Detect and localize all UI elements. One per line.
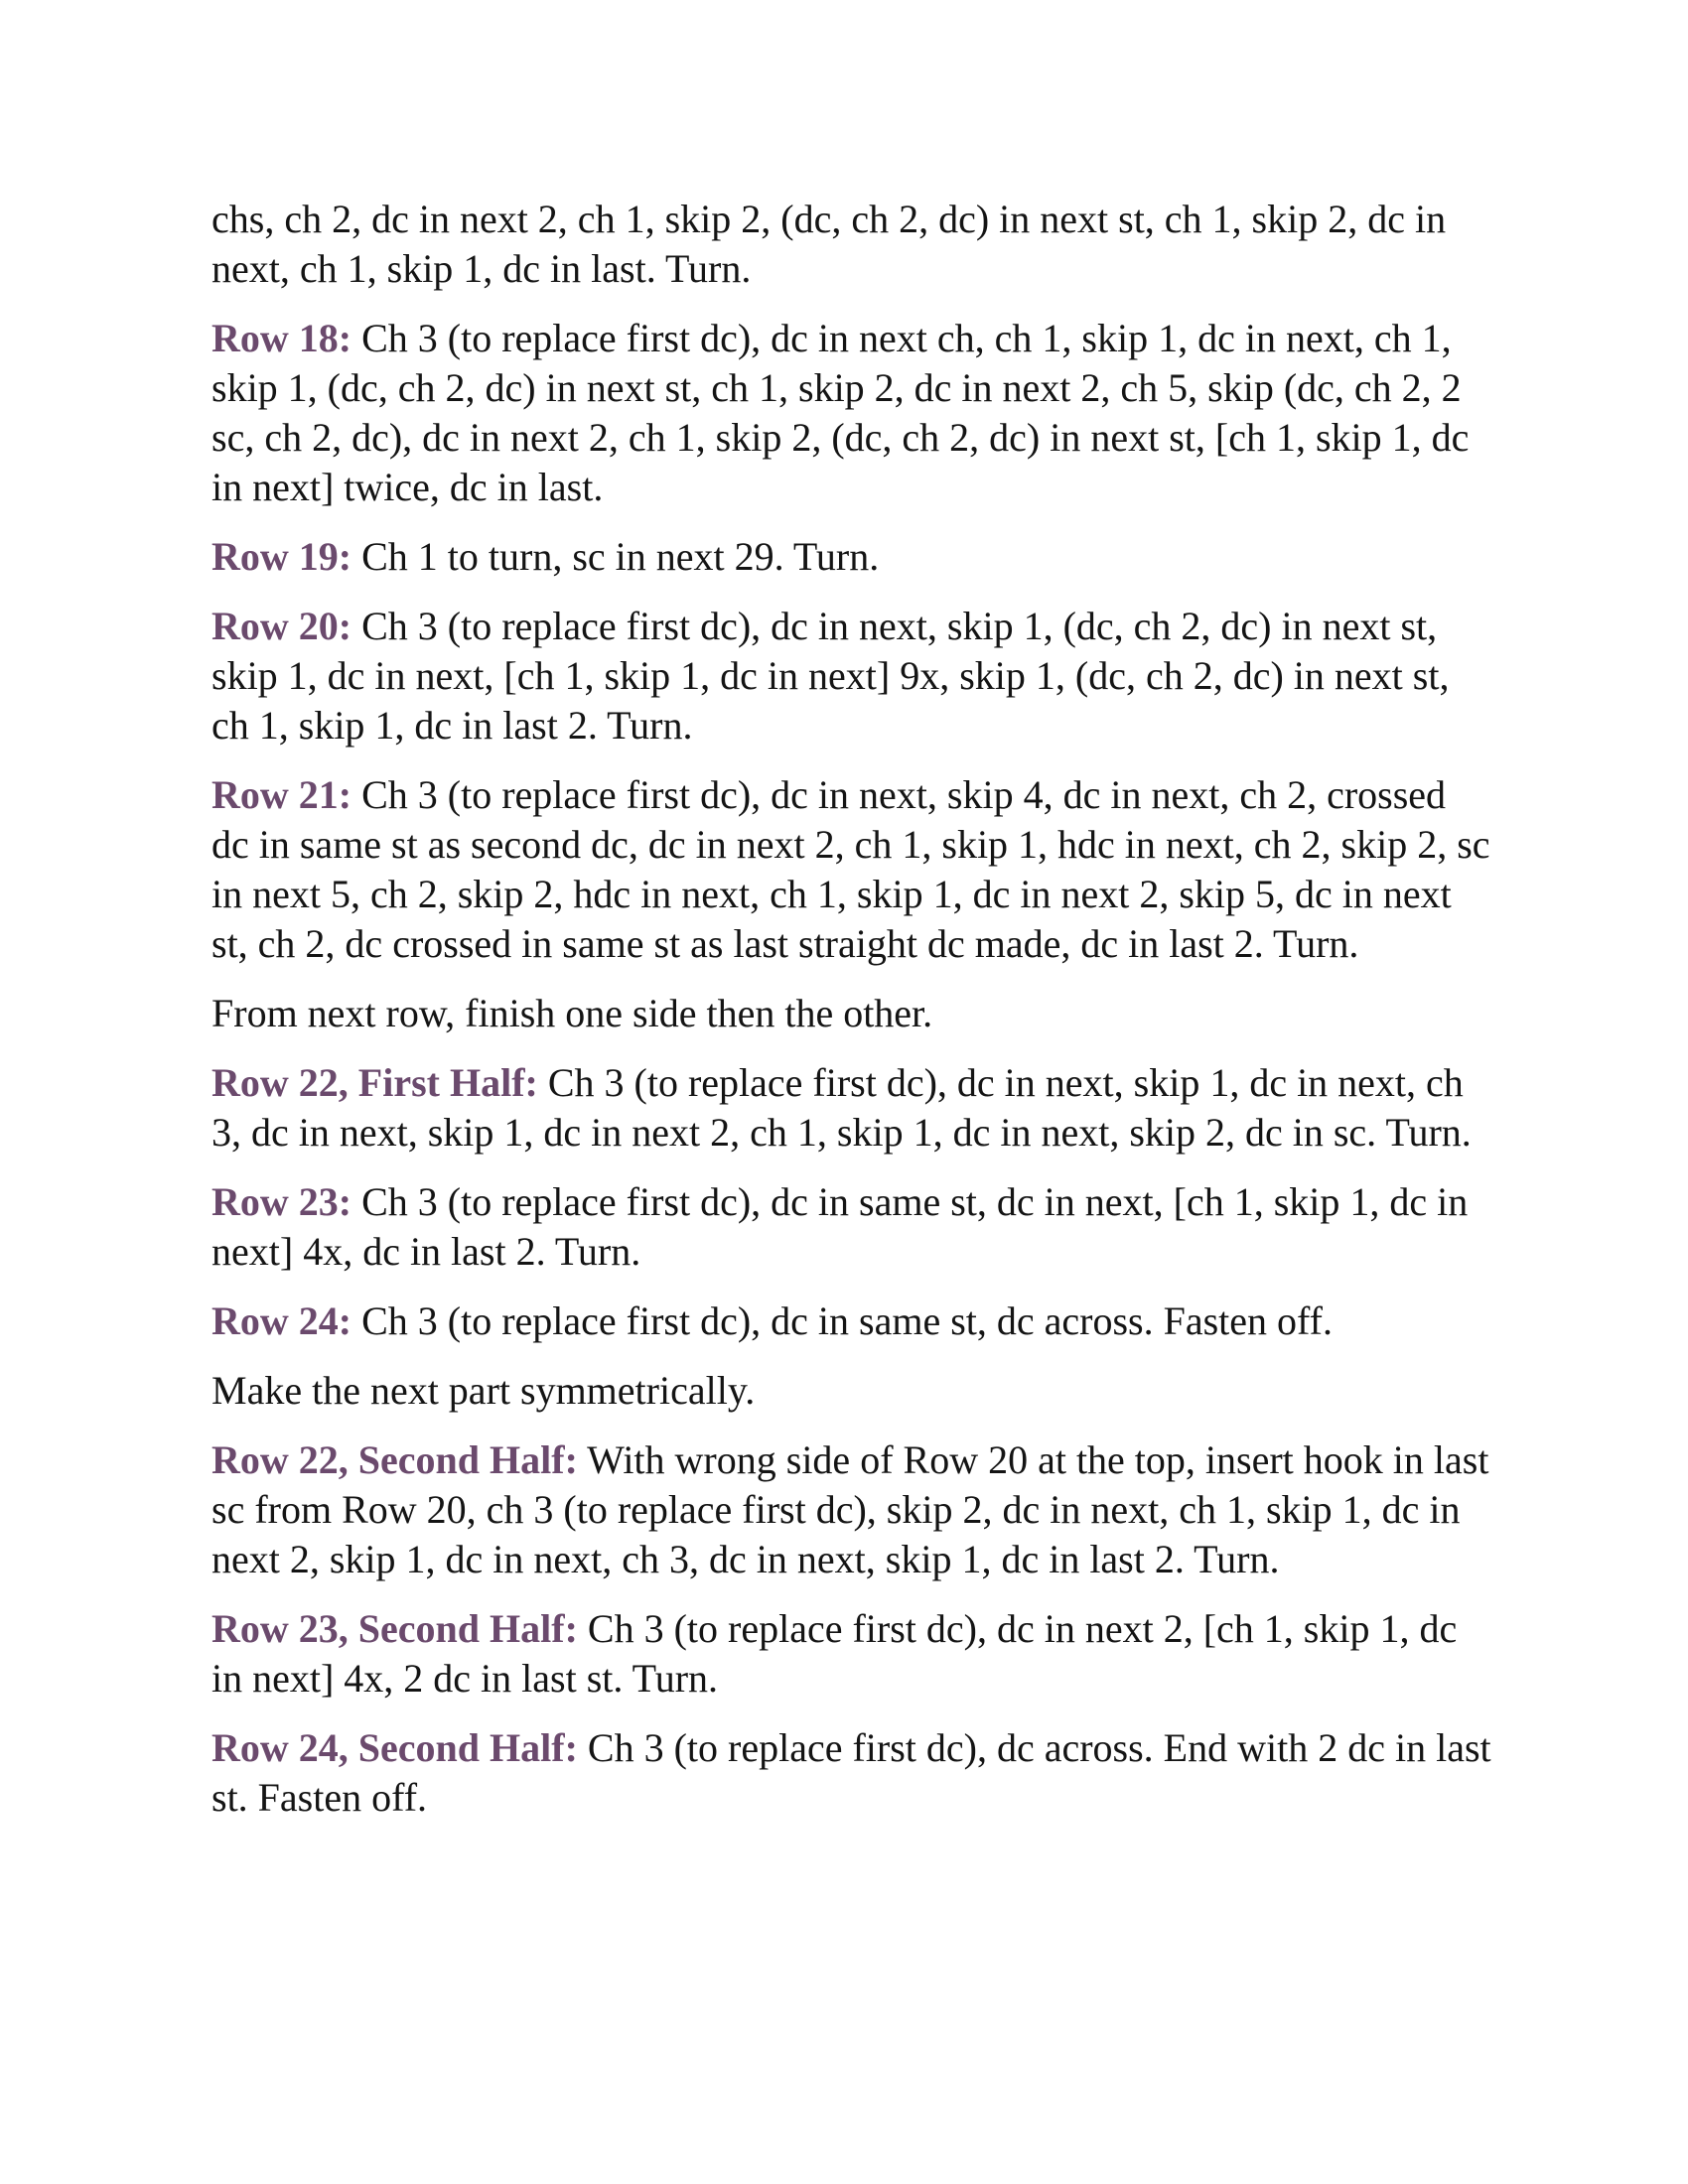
- paragraph-row-22-first-half: [211, 1058, 1492, 1158]
- row-label: Row 20:: [211, 604, 352, 648]
- row-label: Row 22, Second Half:: [211, 1437, 578, 1482]
- paragraph-text: Ch 1 to turn, sc in next 29. Turn.: [352, 534, 880, 579]
- paragraph-text: Ch 3 (to replace first dc), dc in same st, dc across. Fasten off.: [352, 1298, 1333, 1343]
- paragraph-text: Ch 3 (to replace first dc), dc in next ch, ch 1, skip 1, dc in next, ch 1, skip 1, (dc, ch 2, dc) in next st, ch 1, skip 2, dc in next 2, ch 5, skip (dc, ch 2, 2 sc, ch 2, dc), dc in next 2, ch 1, skip 2, (dc, ch 2, dc) in next st, [ch 1, skip 1, dc in next] twice, dc in last.: [211, 316, 1470, 509]
- paragraph-text: From next row, finish one side then the other.: [211, 991, 933, 1035]
- paragraph-row-24-second-half: [211, 1723, 1492, 1823]
- paragraph-text: Ch 3 (to replace first dc), dc in next 2, [ch 1, skip 1, dc in next] 4x, 2 dc in last st. Turn.: [211, 1606, 1458, 1701]
- paragraph-text: chs, ch 2, dc in next 2, ch 1, skip 2, (dc, ch 2, dc) in next st, ch 1, skip 2, dc in next, ch 1, skip 1, dc in last. Turn.: [211, 197, 1447, 291]
- paragraph-text: Ch 3 (to replace first dc), dc in same st, dc in next, [ch 1, skip 1, dc in next] 4x, dc in last 2. Turn.: [211, 1179, 1469, 1274]
- paragraph-row-19: [211, 532, 1492, 582]
- paragraph-instruction-finish-sides: [211, 989, 1492, 1038]
- paragraph-row-18: [211, 314, 1492, 512]
- paragraph-row17-continued: [211, 195, 1492, 294]
- pattern-page: [211, 195, 1492, 1843]
- row-label: Row 18:: [211, 316, 352, 360]
- row-label: Row 23:: [211, 1179, 352, 1224]
- paragraph-text: Ch 3 (to replace first dc), dc in next, skip 1, (dc, ch 2, dc) in next st, skip 1, dc in next, [ch 1, skip 1, dc in next] 9x, skip 1, (dc, ch 2, dc) in next st, ch 1, skip 1, dc in last 2. Turn.: [211, 604, 1450, 748]
- paragraph-text: With wrong side of Row 20 at the top, insert hook in last sc from Row 20, ch 3 (to replace first dc), skip 2, dc in next, ch 1, skip 1, dc in next 2, skip 1, dc in next, ch 3, dc in next, skip 1, dc in last 2. Turn.: [211, 1437, 1489, 1581]
- paragraph-row-20: [211, 602, 1492, 751]
- row-label: Row 19:: [211, 534, 352, 579]
- paragraph-row-23: [211, 1177, 1492, 1277]
- paragraph-text: Ch 3 (to replace first dc), dc across. End with 2 dc in last st. Fasten off.: [211, 1725, 1491, 1820]
- row-label: Row 22, First Half:: [211, 1060, 538, 1105]
- row-label: Row 23, Second Half:: [211, 1606, 578, 1651]
- paragraph-text: Make the next part symmetrically.: [211, 1368, 756, 1413]
- paragraph-row-24: [211, 1297, 1492, 1346]
- row-label: Row 21:: [211, 772, 352, 817]
- row-label: Row 24:: [211, 1298, 352, 1343]
- paragraph-text: Ch 3 (to replace first dc), dc in next, skip 1, dc in next, ch 3, dc in next, skip 1, dc in next 2, ch 1, skip 1, dc in next, skip 2, dc in sc. Turn.: [211, 1060, 1472, 1155]
- row-label: Row 24, Second Half:: [211, 1725, 578, 1770]
- paragraph-text: Ch 3 (to replace first dc), dc in next, skip 4, dc in next, ch 2, crossed dc in same st as second dc, dc in next 2, ch 1, skip 1, hdc in next, ch 2, skip 2, sc in next 5, ch 2, skip 2, hdc in next, ch 1, skip 1, dc in next 2, skip 5, dc in next st, ch 2, dc crossed in same st as last straight dc made, dc in last 2. Turn.: [211, 772, 1490, 966]
- paragraph-row-23-second-half: [211, 1604, 1492, 1704]
- paragraph-row-21: [211, 770, 1492, 969]
- paragraph-instruction-symmetric: [211, 1366, 1492, 1416]
- paragraph-row-22-second-half: [211, 1435, 1492, 1584]
